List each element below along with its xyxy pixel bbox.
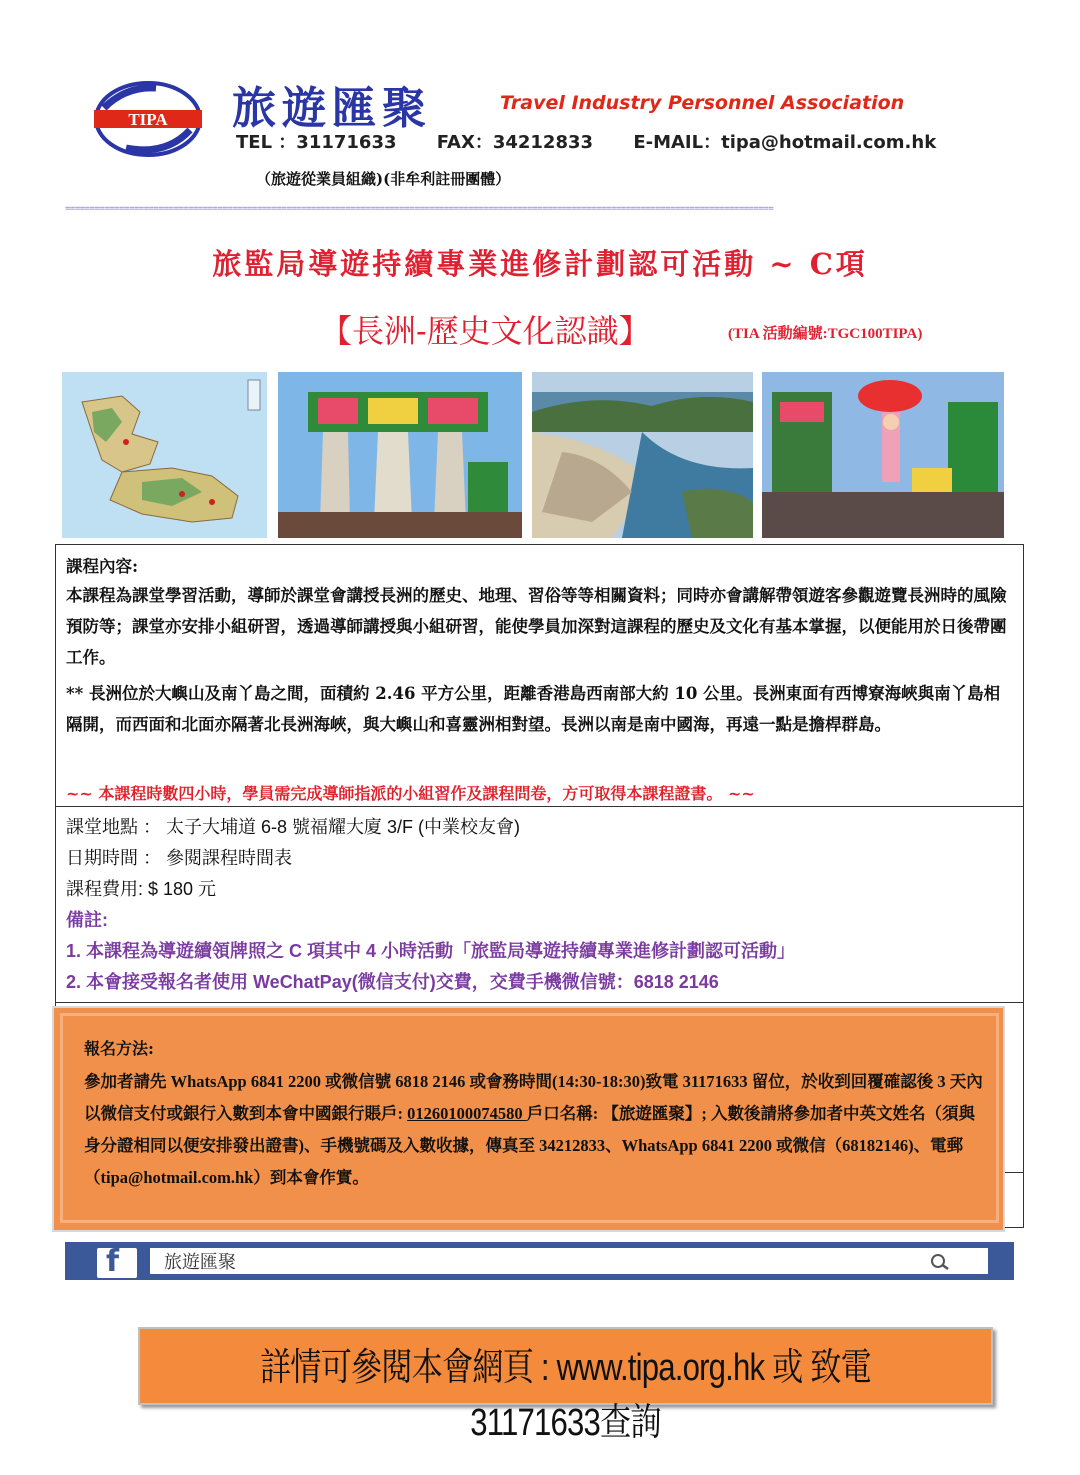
org-name-en: Travel Industry Personnel Association	[500, 92, 905, 114]
registration-text-b: 戶口名稱: 【旅遊匯聚】; 入數後請將參加者中英文姓名（須與身分證相同以便安排發出證書)、手機號碼及入數收據，傳真至 34212833、WhatsApp 6841 2200 或微信（68182146)、電郵（tipa@hotmail.com.hk）到本會作實。	[84, 1104, 975, 1187]
fax-text: FAX：34212833	[436, 132, 594, 153]
fee-text: 課程費用: $ 180 元	[66, 879, 217, 899]
bank-account-number: 01260100074580	[407, 1104, 527, 1123]
email-text: E-MAIL：tipa@hotmail.com.hk	[633, 132, 937, 153]
photo-parade	[762, 372, 1004, 538]
tel-text: TEL ：31171633	[236, 132, 397, 153]
logo-text: TIPA	[128, 110, 168, 129]
registration-text-a: 參加者請先 WhatsApp 6841 2200 或微信號 6818 2146 或會務時間(14:30-18:30)致電 31171633 留位，於收到回覆確認後 3 天內以微信支付或銀行入數到本會中國銀行賬戶:	[84, 1072, 983, 1123]
remark-1: 1. 本課程為導遊續領牌照之 C 項其中 4 小時活動「旅監局導遊持續專業進修計劃認可活動」	[66, 941, 796, 961]
photo-aerial-view	[532, 372, 753, 538]
cheung-chau-info: ** 長洲位於大嶼山及南丫島之間，面積約 2.46 平方公里，距離香港島西南部大約 10 公里。長洲東面有西博寮海峽與南丫島相隔開，而西面和北面亦隔著北長洲海峽，與大嶼山和喜靈洲相對望。長洲以南是南中國海，再遠一點是擔桿群島。	[66, 684, 1001, 734]
photo-bun-towers	[278, 372, 522, 538]
section-divider	[55, 806, 1024, 807]
facebook-search-field[interactable]	[150, 1248, 988, 1274]
remarks-label: 備註:	[66, 910, 108, 930]
contact-banner-text: 詳情可參閱本會網頁 : www.tipa.org.hk 或 致電31171633查詢	[260, 1347, 871, 1444]
activity-code: (TIA 活動編號:TGC100TIPA)	[728, 326, 923, 342]
course-title: 【長洲-歷史文化認識】	[320, 313, 651, 349]
facebook-icon[interactable]: f	[106, 1244, 120, 1279]
org-name-zh: 旅遊匯聚	[232, 83, 432, 134]
course-content-label: 課程內容:	[66, 557, 139, 576]
org-description: （旅遊從業員組織)(非牟利註冊團體）	[256, 170, 511, 188]
page-title: 旅監局導遊持續專業進修計劃認可活動 ~ C項	[212, 247, 868, 281]
divider: ================================================================================================================================================	[65, 205, 774, 213]
registration-title: 報名方法:	[84, 1039, 154, 1058]
venue-text: 課堂地點 ： 太子大埔道 6-8 號福耀大廈 3/F (中業校友會)	[66, 817, 521, 837]
photo-map	[62, 372, 267, 538]
course-details	[66, 812, 795, 998]
contact-line	[236, 128, 970, 154]
course-description: 本課程為課堂學習活動，導師於課堂會講授長洲的歷史、地理、習俗等等相關資料；同時亦會講解帶領遊客參觀遊覽長洲時的風險預防等；課堂亦安排小組研習，透過導師講授與小組研習，能使學員加深對這課程的歷史及文化有基本掌握，以便能用於日後帶團工作。	[66, 586, 1007, 667]
registration-instructions	[84, 1066, 984, 1194]
certificate-note: ~~ 本課程時數四小時，學員需完成導師指派的小組習作及課程問卷，方可取得本課程證書。 ~~	[66, 784, 755, 803]
facebook-page-name: 旅遊匯聚	[164, 1252, 236, 1273]
search-icon[interactable]	[926, 1252, 956, 1272]
remark-2: 2. 本會接受報名者使用 WeChatPay(微信支付)交費，交費手機微信號：6818 2146	[66, 972, 719, 992]
datetime-text: 日期時間 ： 參閱課程時間表	[66, 848, 293, 868]
tipa-logo	[86, 78, 210, 160]
section-divider	[55, 1002, 1024, 1003]
